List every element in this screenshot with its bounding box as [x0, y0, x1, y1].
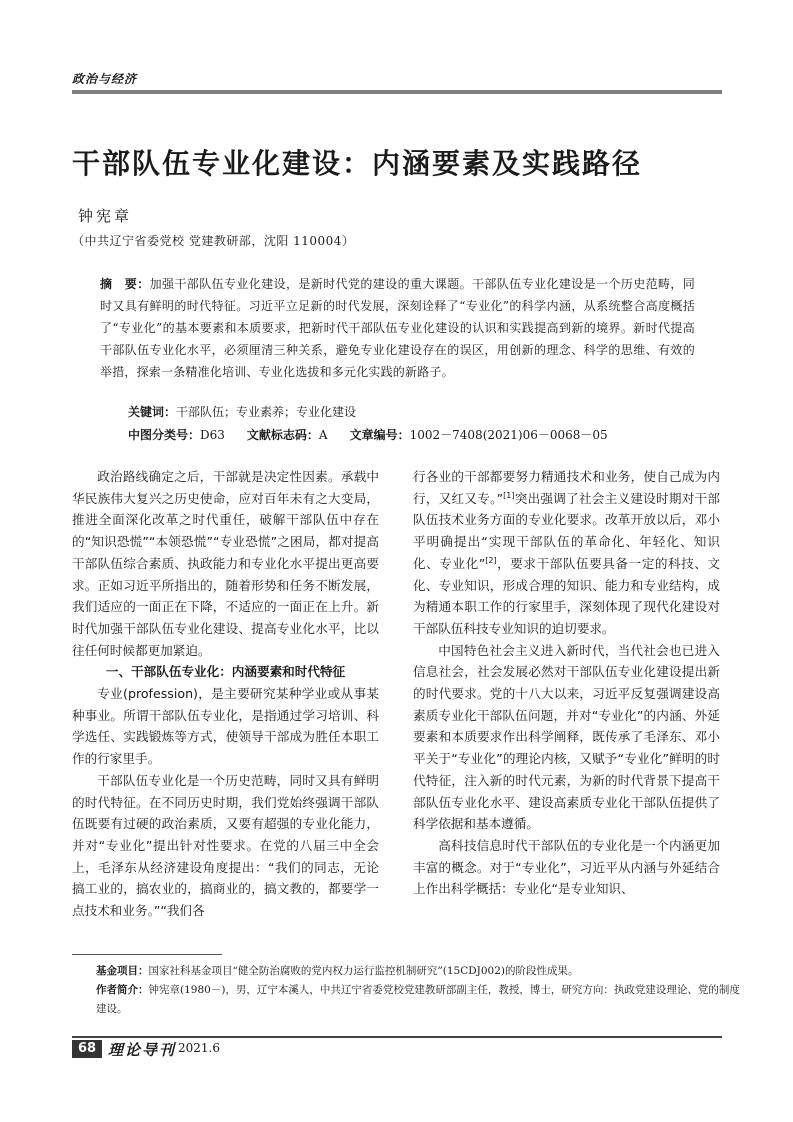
doc-code-label: 文献标志码： [246, 428, 319, 442]
footnote-author [72, 981, 746, 1019]
body-text: ，要求干部队伍要具备一定的科技、文化、专业知识，形成合理的知识、能力和专业结构，成为精通本职工作的行家里手，深刻体现了现代化建设对干部队伍科技专业知识的迫切要求。 [413, 555, 721, 636]
author-name: 钟宪章 [78, 207, 133, 225]
author-affiliation: （中共辽宁省委党校 党建教研部，沈阳 110004） [72, 234, 355, 248]
body-column-right [413, 466, 720, 900]
body-paragraph: 干部队伍专业化是一个历史范畴，同时又具有鲜明的时代特征。在不同历史时期，我们党始终强调干部队伍既要有过硬的政治素质，又要有超强的专业化能力，并对“专业化”提出针对性要求。在党的八届三中全会上，毛泽东从经济建设角度提出：“我们的同志，无论搞工业的，搞农业的，搞商业的，搞文教的，都要学一点技术和业务。”“我们各 [72, 772, 379, 919]
body-column-left [72, 466, 379, 922]
page-number: 68 [72, 1040, 102, 1058]
doc-code-value: A [318, 428, 328, 442]
citation-2[interactable]: [2] [485, 555, 497, 565]
classification-line [128, 426, 608, 443]
keywords [128, 403, 356, 420]
footnote-fund [72, 962, 746, 981]
abstract [100, 273, 695, 383]
header-rule [72, 90, 722, 94]
footer-rule [72, 1036, 722, 1038]
section-tag: 政治与经济 [72, 72, 138, 86]
body-paragraph [413, 466, 720, 640]
author-bio-label: 作者简介： [96, 984, 149, 996]
article-number-label: 文章编号： [349, 428, 410, 442]
abstract-label: 摘 要： [100, 277, 150, 291]
body-paragraph: 政治路线确定之后，干部就是决定性因素。承载中华民族伟大复兴之历史使命，应对百年未有之大变局，推进全面深化改革之时代重任，破解干部队伍中存在的“知识恐慌”“本领恐慌”“专业恐慌”之困局，都对提高干部队伍综合素质、执政能力和专业化水平提出更高要求。正如习近平所指出的，随着形势和任务不断发展，我们适应的一面正在下降，不适应的一面正在上升。新时代加强干部队伍专业化建设、提高专业化水平，比以往任何时候都更加紧迫。 [72, 469, 379, 658]
fund-label: 基金项目： [96, 965, 149, 977]
issue-date: 2021.6 [178, 1041, 220, 1055]
clc-label: 中图分类号： [128, 428, 201, 442]
body-paragraph: 专业(profession)，是主要研究某种学业或从事某种事业。所谓干部队伍专业化，是指通过学习培训、科学选任、实践锻炼等方式，使领导干部成为胜任本职工作的行家里手。 [72, 686, 379, 767]
keywords-text: 干部队伍；专业素养；专业化建设 [176, 405, 357, 419]
article-title: 干部队伍专业化建设：内涵要素及实践路径 [72, 147, 643, 180]
citation-1[interactable]: [1] [503, 490, 515, 500]
body-paragraph: 高科技信息时代干部队伍的专业化是一个内涵更加丰富的概念。对于“专业化”，习近平从内涵与外延结合上作出科学概括：专业化“是专业知识、 [413, 837, 720, 897]
body-text: 行各业的干部都要努力精通技术和业务，使自己成为内行，又红又专。” [413, 469, 720, 506]
body-text: 突出强调了社会主义建设时期对干部队伍技术业务方面的专业化要求。改革开放以后，邓小平明确提出“实现干部队伍的革命化、年轻化、知识化、专业化” [413, 490, 720, 571]
body-paragraph: 中国特色社会主义进入新时代，当代社会也已进入信息社会，社会发展必然对干部队伍专业化建设提出新的时代要求。党的十八大以来，习近平反复强调建设高素质专业化干部队伍问题，并对“专业化”的内涵、外延要素和本质要求作出科学阐释，既传承了毛泽东、邓小平关于“专业化”的理论内核，又赋予“专业化”鲜明的时代特征，注入新的时代元素，为新的时代背景下提高干部队伍专业化水平、建设高素质专业化干部队伍提供了科学依据和基本遵循。 [413, 642, 720, 832]
footnote-rule [72, 954, 222, 955]
clc-value: D63 [200, 428, 225, 442]
article-number-value: 1002－7408(2021)06－0068－05 [409, 428, 608, 442]
journal-name: 理论导刊 [108, 1041, 177, 1059]
author-bio-text: 钟宪章(1980－)，男，辽宁本溪人，中共辽宁省委党校党建教研部副主任，教授，博士，研究方向：执政党建设理论、党的制度建设。 [96, 984, 740, 1015]
keywords-label: 关键词： [128, 405, 177, 419]
fund-text: 国家社科基金项目“健全防治腐败的党内权力运行监控机制研究”(15CDJ002)的阶段性成果。 [148, 965, 579, 977]
section-heading: 一、干部队伍专业化：内涵要素和时代特征 [105, 664, 346, 680]
abstract-text: 加强干部队伍专业化建设，是新时代党的建设的重大课题。干部队伍专业化建设是一个历史范畴，同时又具有鲜明的时代特征。习近平立足新的时代发展，深刻诠释了“专业化”的科学内涵，从系统整合高度概括了“专业化”的基本要素和本质要求，把新时代干部队伍专业化建设的认识和实践提高到新的境界。新时代提高干部队伍专业化水平，必须厘清三种关系，避免专业化建设存在的误区，用创新的理念、科学的思维、有效的举措，探索一条精准化培训、专业化选拔和多元化实践的新路子。 [100, 277, 695, 379]
